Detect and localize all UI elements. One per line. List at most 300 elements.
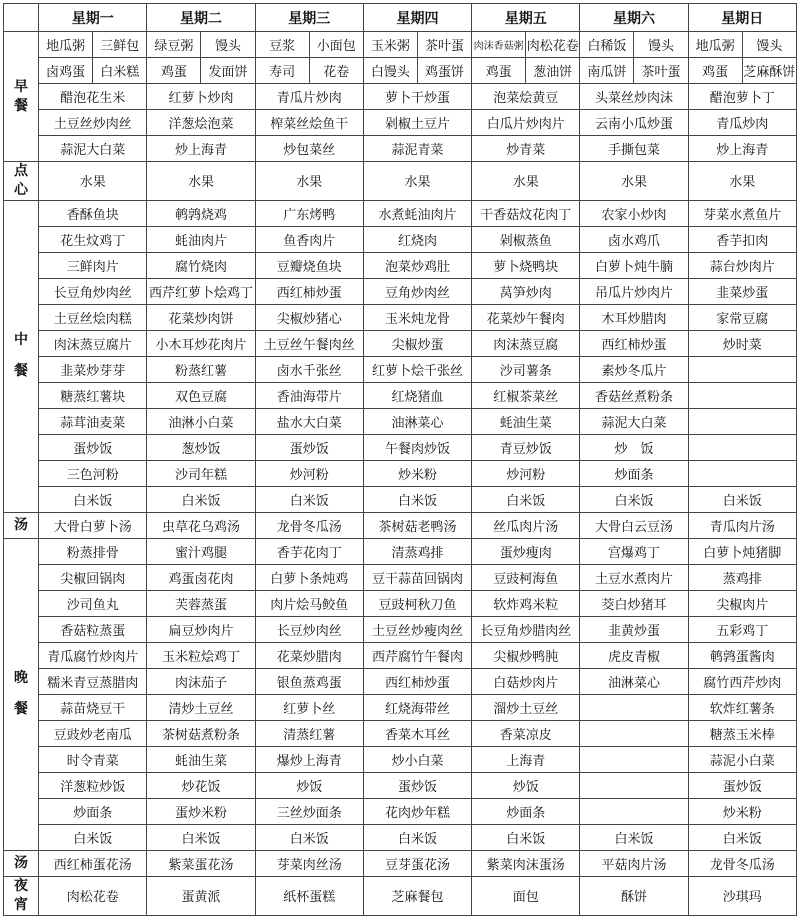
dinner-dish — [580, 694, 688, 720]
dinner-dish: 清炒土豆丝 — [147, 694, 255, 720]
dinner-dish: 炒饭 — [472, 772, 580, 798]
dinner-dish: 蛋炒饭 — [363, 772, 471, 798]
lunch-dish: 葱炒饭 — [147, 434, 255, 460]
dinner-dish: 豆干蒜苗回锅肉 — [363, 564, 471, 590]
dinner-dish: 肉沫茄子 — [147, 668, 255, 694]
dinner-dish: 炒花饭 — [147, 772, 255, 798]
lunch-dish: 白米饭 — [472, 486, 580, 512]
dinner-dish: 蚝油生菜 — [147, 746, 255, 772]
table-row — [4, 200, 797, 226]
lunch-dish: 香菇丝煮粉条 — [580, 382, 688, 408]
lunch-dish: 小木耳炒花肉片 — [147, 330, 255, 356]
lunch-dish: 午餐肉炒饭 — [363, 434, 471, 460]
meal-label-lunch — [4, 200, 39, 512]
dinner-dish: 白米饭 — [363, 824, 471, 850]
lunch-dish: 干香菇炆花肉丁 — [472, 200, 580, 226]
breakfast-item: 寿司 — [255, 58, 309, 84]
table-row — [4, 32, 797, 58]
lunch-dish: 炒面条 — [580, 460, 688, 486]
dinner-dish: 香菜木耳丝 — [363, 720, 471, 746]
lunch-dish: 芽菜水煮鱼片 — [688, 200, 796, 226]
lunch-dish: 西芹红萝卜烩鸡丁 — [147, 278, 255, 304]
dinner-dish: 玉米粒烩鸡丁 — [147, 642, 255, 668]
dinner-dish: 尖椒肉片 — [688, 590, 796, 616]
breakfast-item: 发面饼 — [201, 58, 255, 84]
meal-label-text: 早餐 — [14, 78, 29, 114]
breakfast-item: 豆浆 — [255, 32, 309, 58]
lunch-dish: 红椒茶菜丝 — [472, 382, 580, 408]
lunch-dish: 尖椒炒蛋 — [363, 330, 471, 356]
table-row — [4, 252, 797, 278]
dinner-dish: 白米饭 — [688, 824, 796, 850]
dinner-dish: 软炸红薯条 — [688, 694, 796, 720]
dinner-dish: 爆炒上海青 — [255, 746, 363, 772]
dinner-dish: 白米饭 — [580, 824, 688, 850]
day-header: 星期三 — [255, 4, 363, 32]
dinner-dish: 鸡蛋卤花肉 — [147, 564, 255, 590]
dinner-dish: 软炸鸡米粒 — [472, 590, 580, 616]
breakfast-item: 鸡蛋 — [147, 58, 201, 84]
dinner-dish: 糖蒸玉米棒 — [688, 720, 796, 746]
breakfast-item: 肉沫香菇粥 — [472, 32, 526, 58]
dinner-dish: 白米饭 — [255, 824, 363, 850]
dinner-dish: 上海青 — [472, 746, 580, 772]
snack-item: 水果 — [255, 162, 363, 201]
day-header: 星期五 — [472, 4, 580, 32]
dinner-dish: 豆豉柯海鱼 — [472, 564, 580, 590]
dinner-dish: 土豆水煮肉片 — [580, 564, 688, 590]
lunch-dish: 广东烤鸭 — [255, 200, 363, 226]
table-row — [4, 720, 797, 746]
dinner-dish: 银鱼蒸鸡蛋 — [255, 668, 363, 694]
breakfast-side: 青瓜片炒肉 — [255, 84, 363, 110]
day-header: 星期一 — [39, 4, 147, 32]
dinner-dish: 蛋炒瘦肉 — [472, 538, 580, 564]
table-row — [4, 162, 797, 201]
lunch-dish: 木耳炒腊肉 — [580, 304, 688, 330]
breakfast-side: 手撕包菜 — [580, 136, 688, 162]
snack-item: 水果 — [688, 162, 796, 201]
breakfast-side: 泡菜烩黄豆 — [472, 84, 580, 110]
lunch-dish — [688, 434, 796, 460]
dinner-dish: 红萝卜丝 — [255, 694, 363, 720]
breakfast-side: 青瓜炒肉 — [688, 110, 796, 136]
dinner-dish: 白米饭 — [472, 824, 580, 850]
dinner-dish: 蒜泥小白菜 — [688, 746, 796, 772]
breakfast-item: 茶叶蛋 — [417, 32, 471, 58]
dinner-dish: 沙司鱼丸 — [39, 590, 147, 616]
dinner-dish: 白米饭 — [147, 824, 255, 850]
table-row — [4, 278, 797, 304]
lunch-dish: 长豆角炒肉丝 — [39, 278, 147, 304]
day-header: 星期四 — [363, 4, 471, 32]
late-snack-item: 酥饼 — [580, 876, 688, 915]
weekly-menu-table — [3, 3, 797, 916]
soup-item: 茶树菇老鸭汤 — [363, 512, 471, 538]
breakfast-side: 云南小瓜炒蛋 — [580, 110, 688, 136]
table-row — [4, 84, 797, 110]
breakfast-side: 剁椒土豆片 — [363, 110, 471, 136]
breakfast-side: 炒青菜 — [472, 136, 580, 162]
dinner-dish: 白萝卜炖猪脚 — [688, 538, 796, 564]
lunch-dish: 素炒冬瓜片 — [580, 356, 688, 382]
dinner-dish: 白菇炒肉片 — [472, 668, 580, 694]
dinner-dish: 炒面条 — [472, 798, 580, 824]
lunch-dish: 鹌鹑烧鸡 — [147, 200, 255, 226]
table-row — [4, 382, 797, 408]
lunch-dish: 肉沫蒸豆腐 — [472, 330, 580, 356]
dinner-dish: 扁豆炒肉片 — [147, 616, 255, 642]
breakfast-item: 鸡蛋饼 — [417, 58, 471, 84]
dinner-dish: 油淋菜心 — [580, 668, 688, 694]
breakfast-side: 炒上海青 — [147, 136, 255, 162]
dinner-dish: 三丝炒面条 — [255, 798, 363, 824]
breakfast-item: 玉米粥 — [363, 32, 417, 58]
dinner-dish: 肉片烩马鲛鱼 — [255, 590, 363, 616]
dinner-dish: 茭白炒猪耳 — [580, 590, 688, 616]
table-row — [4, 136, 797, 162]
dinner-dish: 芙蓉蒸蛋 — [147, 590, 255, 616]
breakfast-side: 白瓜片炒肉片 — [472, 110, 580, 136]
dinner-dish: 土豆丝炒瘦肉丝 — [363, 616, 471, 642]
dinner-dish — [580, 798, 688, 824]
day-header: 星期二 — [147, 4, 255, 32]
meal-label-text: 汤 — [14, 854, 29, 871]
soup-item: 丝瓜肉片汤 — [472, 512, 580, 538]
breakfast-side: 炒上海青 — [688, 136, 796, 162]
dinner-dish — [580, 720, 688, 746]
dinner-dish: 白米饭 — [39, 824, 147, 850]
table-row — [4, 304, 797, 330]
lunch-dish: 土豆丝烩肉糕 — [39, 304, 147, 330]
late-snack-item: 蛋黄派 — [147, 876, 255, 915]
late-snack-item: 肉松花卷 — [39, 876, 147, 915]
meal-label-text: 汤 — [14, 516, 29, 533]
table-row — [4, 642, 797, 668]
lunch-dish: 西红柿炒蛋 — [580, 330, 688, 356]
dinner-dish: 尖椒炒鸭肫 — [472, 642, 580, 668]
soup-item: 芽菜肉丝汤 — [255, 850, 363, 876]
lunch-dish: 萝卜烧鸭块 — [472, 252, 580, 278]
lunch-dish: 白米饭 — [688, 486, 796, 512]
table-row — [4, 564, 797, 590]
soup-item: 西红柿蛋花汤 — [39, 850, 147, 876]
breakfast-item: 白米糕 — [93, 58, 147, 84]
dinner-dish — [580, 746, 688, 772]
lunch-dish: 盐水大白菜 — [255, 408, 363, 434]
dinner-dish: 粉蒸排骨 — [39, 538, 147, 564]
breakfast-side: 醋泡花生米 — [39, 84, 147, 110]
lunch-dish: 腐竹烧肉 — [147, 252, 255, 278]
dinner-dish: 炒小白菜 — [363, 746, 471, 772]
meal-label-soup — [4, 512, 39, 538]
table-row — [4, 434, 797, 460]
lunch-dish: 花菜炒肉饼 — [147, 304, 255, 330]
header-row — [4, 4, 797, 32]
table-row — [4, 668, 797, 694]
table-row — [4, 798, 797, 824]
soup-item: 龙骨冬瓜汤 — [688, 850, 796, 876]
dinner-dish: 清蒸鸡排 — [363, 538, 471, 564]
table-row — [4, 408, 797, 434]
table-row — [4, 850, 797, 876]
dinner-dish: 炒饭 — [255, 772, 363, 798]
lunch-dish: 红烧肉 — [363, 226, 471, 252]
breakfast-side: 头菜丝炒肉沫 — [580, 84, 688, 110]
snack-item: 水果 — [363, 162, 471, 201]
lunch-dish: 家常豆腐 — [688, 304, 796, 330]
meal-label-soup — [4, 850, 39, 876]
lunch-dish: 水煮蚝油肉片 — [363, 200, 471, 226]
lunch-dish: 香酥鱼块 — [39, 200, 147, 226]
header-corner — [4, 4, 39, 32]
lunch-dish: 双色豆腐 — [147, 382, 255, 408]
meal-label-text: 晚餐 — [14, 670, 29, 718]
dinner-dish: 时令青菜 — [39, 746, 147, 772]
lunch-dish: 玉米炖龙骨 — [363, 304, 471, 330]
table-row — [4, 226, 797, 252]
snack-item: 水果 — [39, 162, 147, 201]
dinner-dish: 西红柿炒蛋 — [363, 668, 471, 694]
lunch-dish: 吊瓜片炒肉片 — [580, 278, 688, 304]
table-row — [4, 110, 797, 136]
lunch-dish: 花菜炒午餐肉 — [472, 304, 580, 330]
breakfast-item: 鸡蛋 — [688, 58, 742, 84]
breakfast-side: 蒜泥大白菜 — [39, 136, 147, 162]
dinner-dish: 花菜炒腊肉 — [255, 642, 363, 668]
soup-item: 大骨白云豆汤 — [580, 512, 688, 538]
lunch-dish — [688, 382, 796, 408]
dinner-dish: 豆豉炒老南瓜 — [39, 720, 147, 746]
lunch-dish: 蚝油肉片 — [147, 226, 255, 252]
breakfast-item: 地瓜粥 — [39, 32, 93, 58]
breakfast-side: 蒜泥青菜 — [363, 136, 471, 162]
soup-item: 平菇肉片汤 — [580, 850, 688, 876]
table-row — [4, 876, 797, 915]
lunch-dish: 花生炆鸡丁 — [39, 226, 147, 252]
lunch-dish: 韭菜炒蛋 — [688, 278, 796, 304]
dinner-dish: 香芋花肉丁 — [255, 538, 363, 564]
meal-label-snack — [4, 162, 39, 201]
meal-label-text: 夜宵 — [14, 877, 29, 913]
soup-item: 大骨白萝卜汤 — [39, 512, 147, 538]
breakfast-side: 红萝卜炒肉 — [147, 84, 255, 110]
table-row — [4, 590, 797, 616]
dinner-dish: 糯米青豆蒸腊肉 — [39, 668, 147, 694]
day-header: 星期日 — [688, 4, 796, 32]
breakfast-item: 鸡蛋 — [472, 58, 526, 84]
lunch-dish: 青豆炒饭 — [472, 434, 580, 460]
breakfast-item: 茶叶蛋 — [634, 58, 688, 84]
dinner-dish: 蛋炒饭 — [688, 772, 796, 798]
dinner-dish: 蜜汁鸡腿 — [147, 538, 255, 564]
lunch-dish — [688, 408, 796, 434]
table-row — [4, 512, 797, 538]
dinner-dish: 炒面条 — [39, 798, 147, 824]
lunch-dish: 炒河粉 — [472, 460, 580, 486]
table-row — [4, 616, 797, 642]
dinner-dish: 长豆角炒腊肉丝 — [472, 616, 580, 642]
dinner-dish: 蛋炒米粉 — [147, 798, 255, 824]
lunch-dish: 泡菜炒鸡肚 — [363, 252, 471, 278]
lunch-dish: 豆瓣烧鱼块 — [255, 252, 363, 278]
table-row — [4, 746, 797, 772]
breakfast-item: 芝麻酥饼 — [742, 58, 796, 84]
dinner-dish: 西芹腐竹午餐肉 — [363, 642, 471, 668]
lunch-dish: 蛋炒饭 — [255, 434, 363, 460]
lunch-dish: 农家小炒肉 — [580, 200, 688, 226]
dinner-dish: 花肉炒年糕 — [363, 798, 471, 824]
dinner-dish: 溜炒土豆丝 — [472, 694, 580, 720]
dinner-dish: 清蒸红薯 — [255, 720, 363, 746]
lunch-dish: 土豆丝午餐肉丝 — [255, 330, 363, 356]
breakfast-side: 榨菜丝烩鱼干 — [255, 110, 363, 136]
breakfast-item: 小面包 — [309, 32, 363, 58]
lunch-dish: 蛋炒饭 — [39, 434, 147, 460]
table-row — [4, 460, 797, 486]
lunch-dish: 鱼香肉片 — [255, 226, 363, 252]
lunch-dish: 油淋小白菜 — [147, 408, 255, 434]
dinner-dish: 五彩鸡丁 — [688, 616, 796, 642]
late-snack-item: 面包 — [472, 876, 580, 915]
breakfast-item: 南瓜饼 — [580, 58, 634, 84]
dinner-dish: 虎皮青椒 — [580, 642, 688, 668]
breakfast-item: 馒头 — [201, 32, 255, 58]
lunch-dish: 肉沫蒸豆腐片 — [39, 330, 147, 356]
breakfast-side: 醋泡萝卜丁 — [688, 84, 796, 110]
breakfast-item: 绿豆粥 — [147, 32, 201, 58]
lunch-dish: 西红柿炒蛋 — [255, 278, 363, 304]
breakfast-side: 土豆丝炒肉丝 — [39, 110, 147, 136]
lunch-dish: 香油海带片 — [255, 382, 363, 408]
dinner-dish: 宫爆鸡丁 — [580, 538, 688, 564]
breakfast-item: 三鲜包 — [93, 32, 147, 58]
lunch-dish: 三色河粉 — [39, 460, 147, 486]
lunch-dish: 粉蒸红薯 — [147, 356, 255, 382]
breakfast-side: 炒包菜丝 — [255, 136, 363, 162]
snack-item: 水果 — [580, 162, 688, 201]
lunch-dish: 白萝卜炖牛腩 — [580, 252, 688, 278]
lunch-dish: 白米饭 — [39, 486, 147, 512]
dinner-dish: 韭黄炒蛋 — [580, 616, 688, 642]
breakfast-item: 白馒头 — [363, 58, 417, 84]
soup-item: 青瓜肉片汤 — [688, 512, 796, 538]
lunch-dish: 韭菜炒芽芽 — [39, 356, 147, 382]
dinner-dish: 香菜凉皮 — [472, 720, 580, 746]
lunch-dish: 白米饭 — [147, 486, 255, 512]
meal-label-text: 点心 — [14, 163, 29, 198]
table-row — [4, 58, 797, 84]
lunch-dish: 剁椒蒸鱼 — [472, 226, 580, 252]
lunch-dish: 蒜泥大白菜 — [580, 408, 688, 434]
breakfast-item: 卤鸡蛋 — [39, 58, 93, 84]
lunch-dish — [688, 356, 796, 382]
breakfast-side: 洋葱烩泡菜 — [147, 110, 255, 136]
lunch-dish: 卤水鸡爪 — [580, 226, 688, 252]
dinner-dish: 尖椒回锅肉 — [39, 564, 147, 590]
dinner-dish: 青瓜腐竹炒肉片 — [39, 642, 147, 668]
lunch-dish: 炒时菜 — [688, 330, 796, 356]
meal-label-text: 中餐 — [14, 332, 29, 380]
breakfast-item: 馒头 — [742, 32, 796, 58]
dinner-dish — [580, 772, 688, 798]
meal-label-dinner — [4, 538, 39, 850]
lunch-dish: 莴笋炒肉 — [472, 278, 580, 304]
snack-item: 水果 — [147, 162, 255, 201]
lunch-dish: 蚝油生菜 — [472, 408, 580, 434]
lunch-dish: 糖蒸红薯块 — [39, 382, 147, 408]
lunch-dish: 卤水千张丝 — [255, 356, 363, 382]
soup-item: 豆芽蛋花汤 — [363, 850, 471, 876]
soup-item: 龙骨冬瓜汤 — [255, 512, 363, 538]
soup-item: 紫菜蛋花汤 — [147, 850, 255, 876]
dinner-dish: 蒸鸡排 — [688, 564, 796, 590]
soup-item: 虫草花乌鸡汤 — [147, 512, 255, 538]
table-row — [4, 694, 797, 720]
table-row — [4, 330, 797, 356]
lunch-dish: 尖椒炒猪心 — [255, 304, 363, 330]
dinner-dish: 白萝卜条炖鸡 — [255, 564, 363, 590]
lunch-dish: 沙司薯条 — [472, 356, 580, 382]
lunch-dish: 沙司年糕 — [147, 460, 255, 486]
lunch-dish: 红烧猪血 — [363, 382, 471, 408]
dinner-dish: 香菇粒蒸蛋 — [39, 616, 147, 642]
breakfast-item: 地瓜粥 — [688, 32, 742, 58]
lunch-dish: 炒 饭 — [580, 434, 688, 460]
breakfast-item: 馒头 — [634, 32, 688, 58]
snack-item: 水果 — [472, 162, 580, 201]
lunch-dish: 白米饭 — [580, 486, 688, 512]
dinner-dish: 鹌鹑蛋酱肉 — [688, 642, 796, 668]
lunch-dish: 红萝卜烩千张丝 — [363, 356, 471, 382]
meal-label-breakfast — [4, 32, 39, 162]
dinner-dish: 洋葱粒炒饭 — [39, 772, 147, 798]
table-row — [4, 356, 797, 382]
table-row — [4, 486, 797, 512]
lunch-dish — [688, 460, 796, 486]
dinner-dish: 红烧海带丝 — [363, 694, 471, 720]
lunch-dish: 白米饭 — [363, 486, 471, 512]
late-snack-item: 沙琪玛 — [688, 876, 796, 915]
day-header: 星期六 — [580, 4, 688, 32]
breakfast-item: 葱油饼 — [526, 58, 580, 84]
table-row — [4, 824, 797, 850]
lunch-dish: 炒米粉 — [363, 460, 471, 486]
soup-item: 紫菜肉沫蛋汤 — [472, 850, 580, 876]
breakfast-side: 萝卜干炒蛋 — [363, 84, 471, 110]
dinner-dish: 腐竹西芹炒肉 — [688, 668, 796, 694]
meal-label-late — [4, 876, 39, 915]
table-row — [4, 772, 797, 798]
lunch-dish: 香芋扣肉 — [688, 226, 796, 252]
dinner-dish: 长豆炒肉丝 — [255, 616, 363, 642]
lunch-dish: 三鲜肉片 — [39, 252, 147, 278]
lunch-dish: 白米饭 — [255, 486, 363, 512]
dinner-dish: 茶树菇煮粉条 — [147, 720, 255, 746]
lunch-dish: 炒河粉 — [255, 460, 363, 486]
dinner-dish: 炒米粉 — [688, 798, 796, 824]
lunch-dish: 蒜台炒肉片 — [688, 252, 796, 278]
table-row — [4, 538, 797, 564]
lunch-dish: 豆角炒肉丝 — [363, 278, 471, 304]
breakfast-item: 白稀饭 — [580, 32, 634, 58]
breakfast-item: 花卷 — [309, 58, 363, 84]
lunch-dish: 油淋菜心 — [363, 408, 471, 434]
lunch-dish: 蒜茸油麦菜 — [39, 408, 147, 434]
breakfast-item: 肉松花卷 — [526, 32, 580, 58]
late-snack-item: 纸杯蛋糕 — [255, 876, 363, 915]
late-snack-item: 芝麻餐包 — [363, 876, 471, 915]
